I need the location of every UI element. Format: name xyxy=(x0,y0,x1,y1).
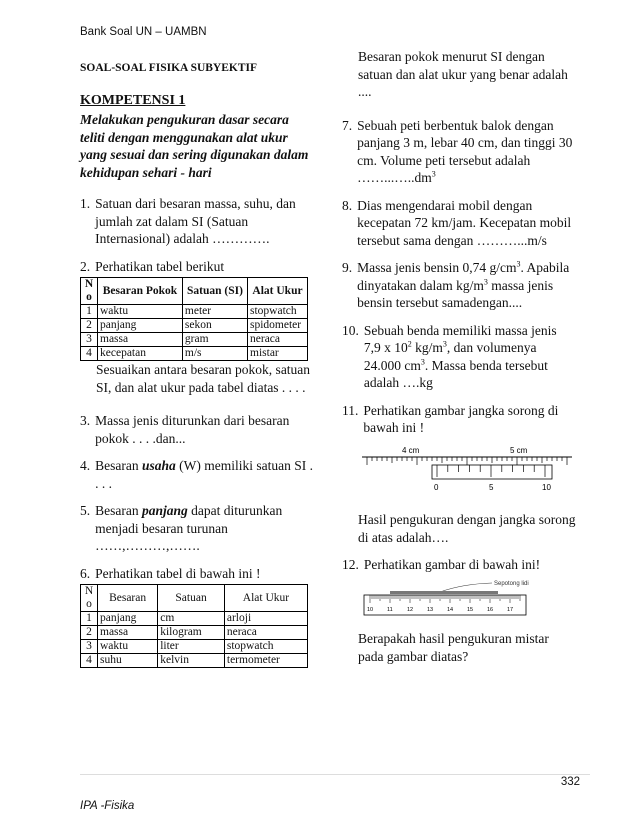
page-footer: IPA -Fisika xyxy=(80,800,135,812)
ruler-tick-label: 14 xyxy=(447,606,454,613)
table-cell: liter xyxy=(158,640,225,654)
table-cell: 2 xyxy=(81,626,98,640)
table-q2: N o Besaran Pokok Satuan (SI) Alat Ukur 1 waktu meter stopwatch 2 panjang sekon spidometer 3 massa gram neraca 4 kecepatan m/s mistar xyxy=(80,277,308,361)
question-2: 2. Perhatikan tabel berikut xyxy=(80,258,225,274)
question-1: 1. Satuan dari besaran massa, suhu, dan jumlah zat dalam SI (Satuan Internasional) adalah …………. xyxy=(80,196,296,246)
table-cell: cm xyxy=(158,612,225,626)
ruler-tick-label: 12 xyxy=(407,606,414,613)
stick-label: Sepotong lidi xyxy=(494,580,529,587)
table-cell: 3 xyxy=(81,333,98,347)
table-cell: neraca xyxy=(248,333,308,347)
table-cell: massa xyxy=(98,626,158,640)
table-cell: termometer xyxy=(224,654,307,668)
question-11: 11. Perhatikan gambar jangka sorong di bawah ini ! xyxy=(342,402,559,435)
question-6: 6. Perhatikan tabel di bawah ini ! xyxy=(80,565,261,581)
table-cell: massa xyxy=(98,333,183,347)
table-cell: 1 xyxy=(81,612,98,626)
table-cell: 4 xyxy=(81,347,98,361)
table-cell: arloji xyxy=(224,612,307,626)
table-cell: stopwatch xyxy=(248,305,308,319)
vernier-label-5: 5 xyxy=(489,482,494,492)
question-2-followup: Sesuaikan antara besaran pokok, satuan SI, dan alat ukur pada tabel diatas . . . . xyxy=(96,362,311,395)
table-row xyxy=(81,347,308,361)
table-cell: panjang xyxy=(98,319,183,333)
question-3: 3. Massa jenis diturunkan dari besaran pokok . . . .dan... xyxy=(80,413,290,446)
kompetensi-description: Melakukan pengukuran dasar secara teliti dengan menggunakan alat ukur yang sesuai dan sering digunakan dalam kehidupan sehari - hari xyxy=(80,112,309,180)
left-column xyxy=(80,60,316,668)
table-row xyxy=(81,640,308,654)
ruler-tick-label: 16 xyxy=(487,606,494,613)
table-row xyxy=(81,654,308,668)
table-cell: kecepatan xyxy=(98,347,183,361)
question-6-followup: Besaran pokok menurut SI dengan satuan dan alat ukur yang benar adalah .... xyxy=(358,49,568,99)
question-11-followup: Hasil pengukuran dengan jangka sorong di atas adalah…. xyxy=(358,512,576,545)
question-5: 5. Besaran panjang dapat diturunkan menjadi besaran turunan ……,………,……. xyxy=(80,503,283,553)
table-cell: panjang xyxy=(98,612,158,626)
table-cell: neraca xyxy=(224,626,307,640)
kompetensi-title: KOMPETENSI 1 xyxy=(80,92,186,108)
question-8: 8. Dias mengendarai mobil dengan kecepatan 72 km/jam. Kecepatan mobil tersebut sama dengan ………...m/s xyxy=(342,197,572,248)
table-cell: suhu xyxy=(98,654,158,668)
page-number: 332 xyxy=(560,776,580,788)
table-cell: spidometer xyxy=(248,319,308,333)
table-cell: waktu xyxy=(98,305,183,319)
vernier-caliper-figure xyxy=(362,443,576,500)
table-row xyxy=(81,626,308,640)
table-cell: kelvin xyxy=(158,654,225,668)
table-row xyxy=(81,333,308,347)
table-cell: 1 xyxy=(81,305,98,319)
table-q6: N o Besaran Satuan Alat Ukur 1 panjang cm arloji 2 massa kilogram neraca 3 waktu liter stopwatch 4 suhu kelvin termometer xyxy=(80,584,308,668)
question-12: 12. Perhatikan gambar di bawah ini! xyxy=(342,557,541,572)
table-cell: gram xyxy=(182,333,247,347)
ruler-figure xyxy=(362,578,576,623)
table-cell: kilogram xyxy=(158,626,225,640)
table-cell: meter xyxy=(182,305,247,319)
footer-divider xyxy=(80,774,590,775)
question-9: 9. Massa jenis bensin 0,74 $g/cm^3$. Apabila dinyatakan dalam $kg/m^3$ massa jenis bensin tersebut samadengan.... xyxy=(342,259,570,310)
table-cell: 2 xyxy=(81,319,98,333)
ruler-tick-label: 10 xyxy=(367,606,374,613)
question-12-followup: Berapakah hasil pengukuran mistar pada gambar diatas? xyxy=(358,631,549,664)
vernier-label-10: 10 xyxy=(542,482,551,492)
ruler-tick-label: 17 xyxy=(507,606,514,613)
vernier-label-0: 0 xyxy=(434,482,439,492)
table-cell: waktu xyxy=(98,640,158,654)
question-10: 10. Sebuah benda memiliki massa jenis 7,9 x $10^2$ $kg/m^3$, dan volumenya 24.000 $cm^3$. Massa benda tersebut adalah ….kg xyxy=(342,322,557,390)
table-cell: mistar xyxy=(248,347,308,361)
section-title: SOAL-SOAL FISIKA SUBYEKTIF xyxy=(80,62,258,74)
table-row xyxy=(81,319,308,333)
ruler-tick-label: 13 xyxy=(427,606,434,613)
table-cell: stopwatch xyxy=(224,640,307,654)
question-4: 4. Besaran usaha (W) memiliki satuan SI . . . . xyxy=(80,458,313,491)
page-header: Bank Soal UN – UAMBN xyxy=(80,26,207,38)
table-cell: m/s xyxy=(182,347,247,361)
right-column xyxy=(342,48,576,681)
table-row xyxy=(81,612,308,626)
table-cell: sekon xyxy=(182,319,247,333)
caliper-label-4cm: 4 cm xyxy=(402,445,420,455)
caliper-label-5cm: 5 cm xyxy=(510,445,528,455)
ruler-tick-label: 15 xyxy=(467,606,474,613)
table-row xyxy=(81,305,308,319)
table-cell: 3 xyxy=(81,640,98,654)
ruler-tick-label: 11 xyxy=(387,606,393,613)
stick xyxy=(390,591,498,594)
table-cell: 4 xyxy=(81,654,98,668)
question-7: 7. Sebuah peti berbentuk balok dengan panjang 3 m, lebar 40 cm, dan tinggi 30 cm. Volume peti tersebut adalah $\dots\dots...\dots..dm^3$ xyxy=(342,117,573,185)
